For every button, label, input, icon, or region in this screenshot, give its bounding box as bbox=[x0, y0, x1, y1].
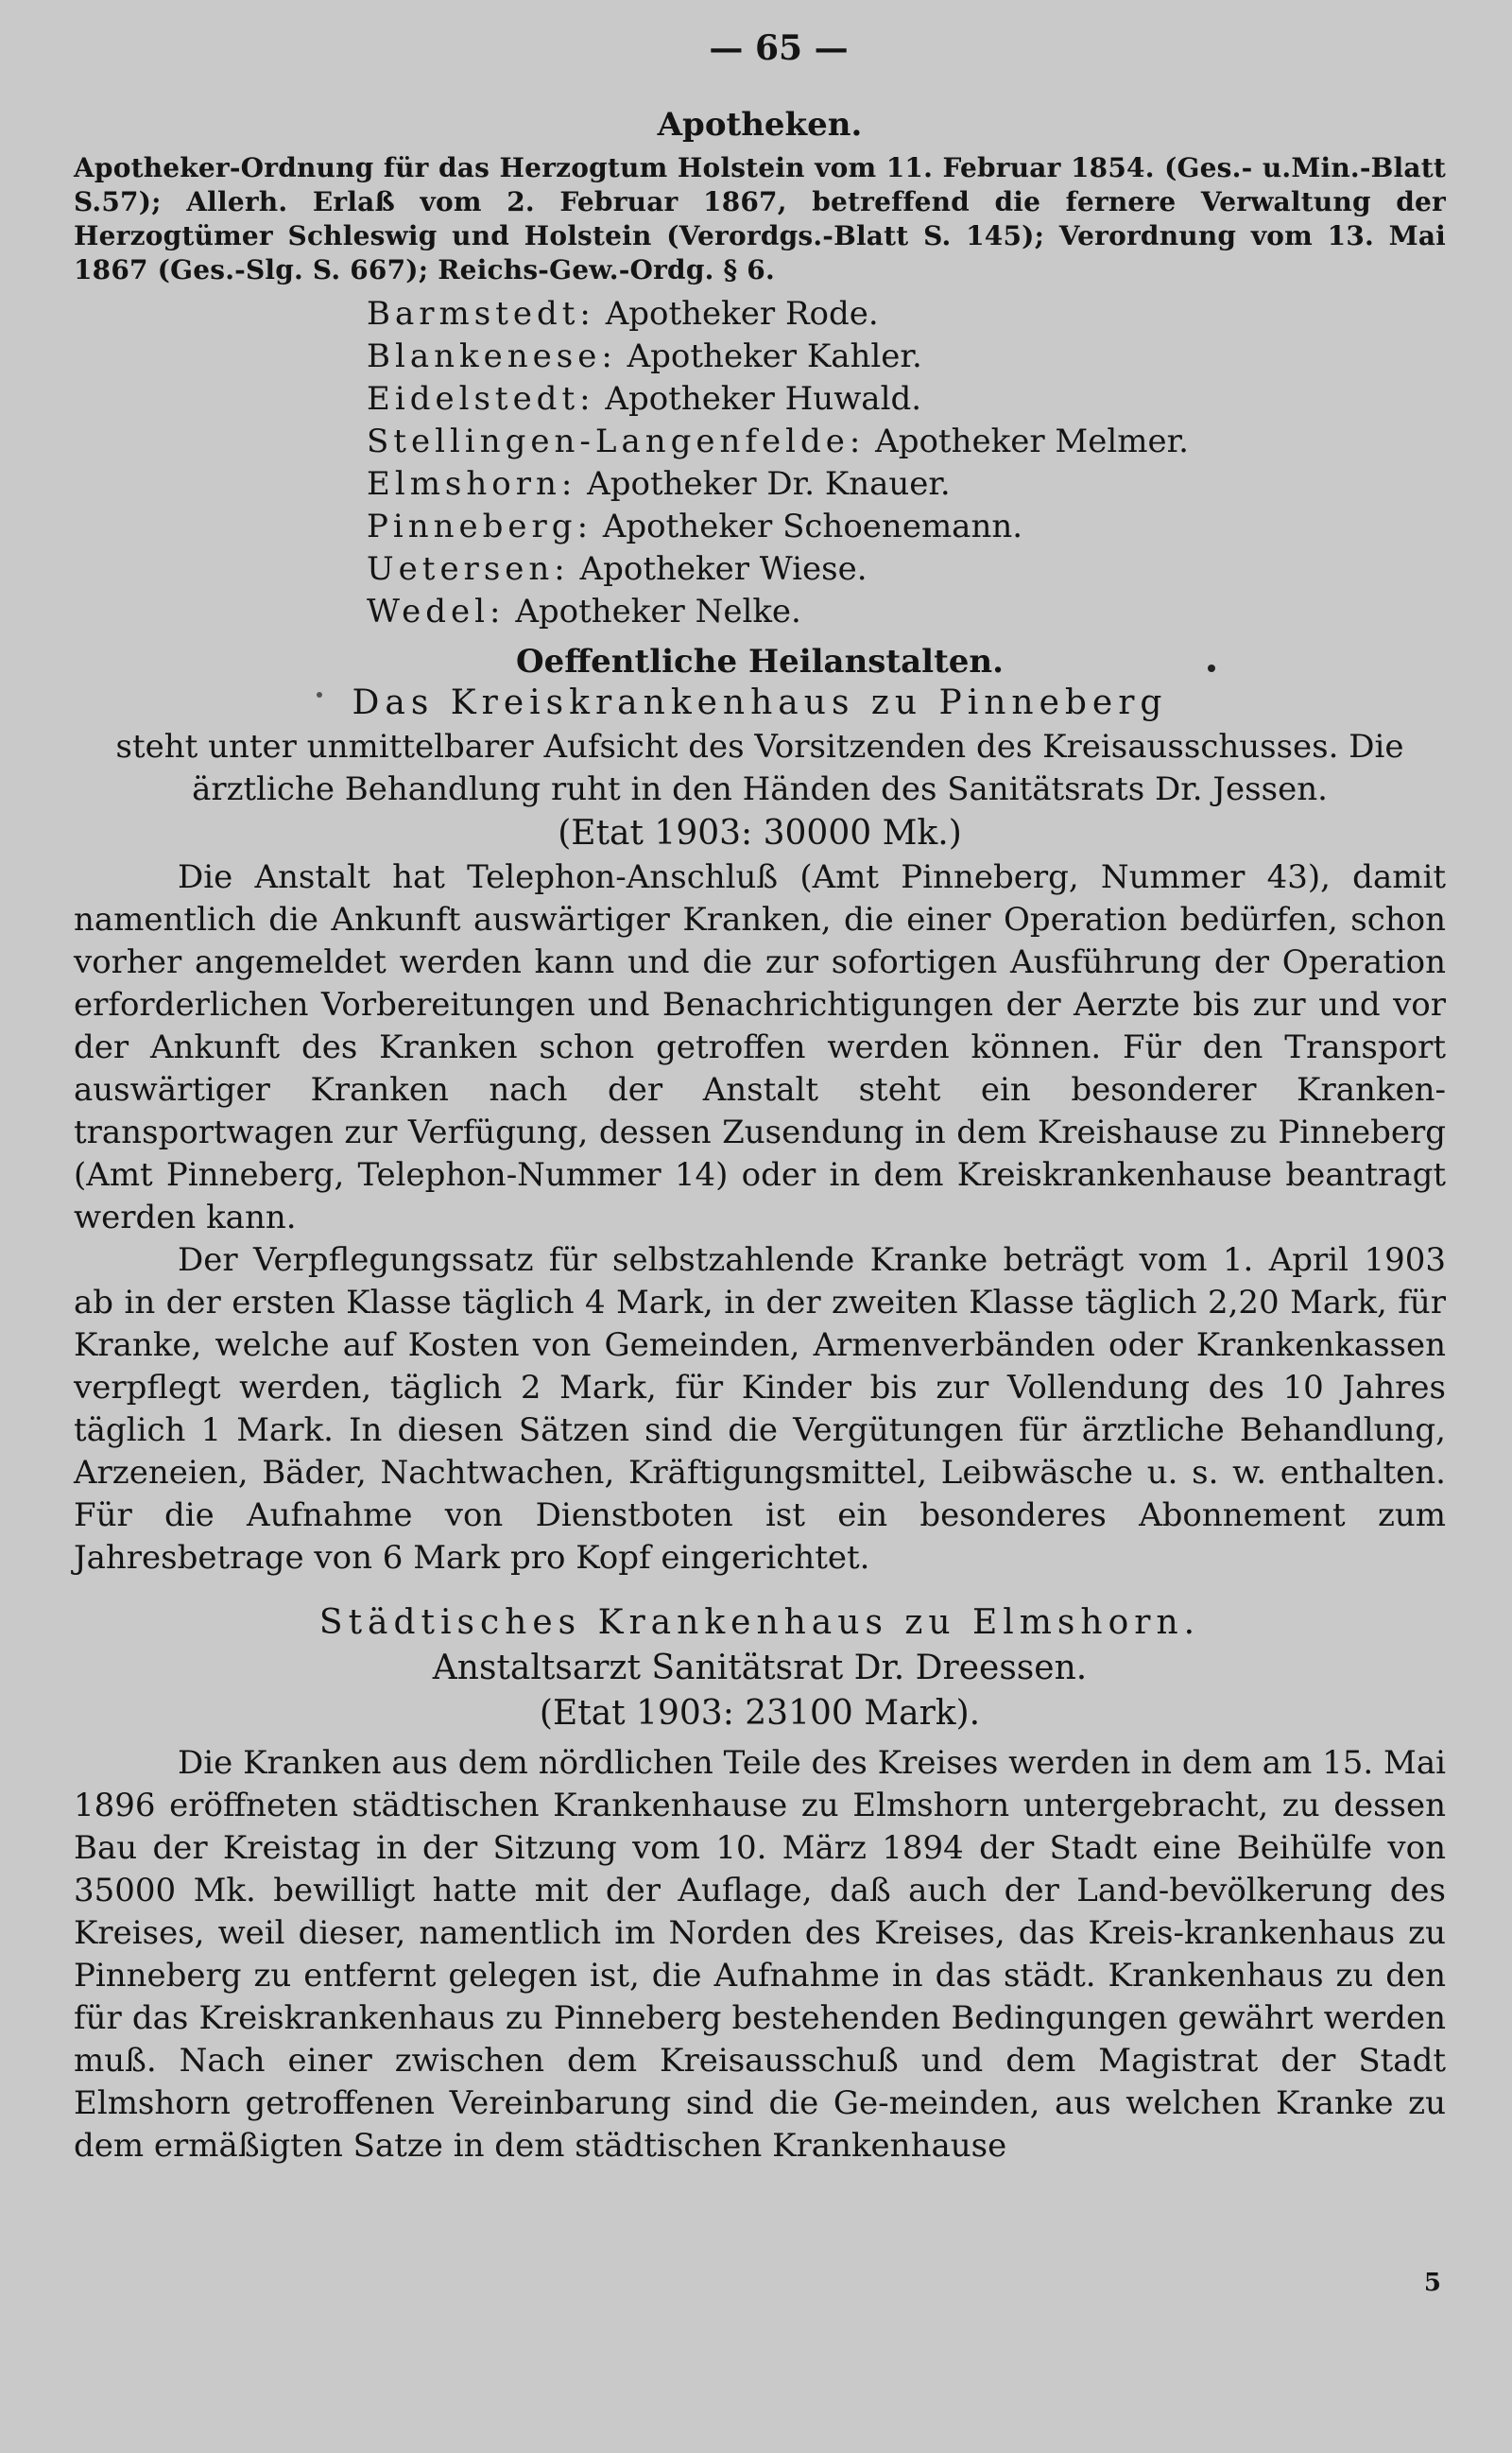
elmshorn-etat: (Etat 1903: 23100 Mark). bbox=[539, 1694, 981, 1733]
signature-mark: 5 bbox=[1423, 2269, 1441, 2297]
pharmacy-owner: Apotheker Rode. bbox=[605, 295, 879, 333]
elmshorn-doctor: Anstaltsarzt Sanitätsrat Dr. Dreessen. bbox=[432, 1649, 1088, 1687]
pharmacy-place: Elmshorn: bbox=[367, 465, 577, 503]
elmshorn-title: Städtisches Krankenhaus zu Elmshorn. bbox=[318, 1603, 1201, 1642]
ink-dot bbox=[317, 692, 322, 698]
pharmacy-entry bbox=[367, 548, 1446, 591]
ink-dot bbox=[1208, 665, 1215, 672]
pharmacy-owner: Apotheker Wiese. bbox=[579, 550, 868, 588]
page-number: — 65 — bbox=[709, 28, 849, 68]
kreiskrankenhaus-intro: steht unter unmittelbarer Aufsicht des Vorsitzenden des Kreisausschusses. Die ärztliche Behandlung ruht in den Händen des Sanitätsrats Dr. Jessen. bbox=[115, 728, 1404, 808]
pharmacy-place: Barmstedt: bbox=[367, 295, 595, 333]
pharmacy-entry bbox=[367, 506, 1446, 548]
pharmacy-entry bbox=[367, 591, 1446, 633]
pharmacy-place: Uetersen: bbox=[367, 550, 570, 588]
pharmacy-place: Pinneberg: bbox=[367, 508, 593, 545]
pharmacy-owner: Apotheker Dr. Knauer. bbox=[587, 465, 951, 503]
pharmacy-entry bbox=[367, 463, 1446, 506]
kreiskrankenhaus-etat: (Etat 1903: 30000 Mk.) bbox=[558, 814, 962, 853]
section-heading-heilanstalten: Oeffentliche Heilanstalten. bbox=[516, 643, 1004, 681]
pharmacy-entry bbox=[367, 336, 1446, 378]
pharmacy-entry bbox=[367, 421, 1446, 463]
section-heading-apotheken: Apotheken. bbox=[657, 106, 863, 144]
elmshorn-paragraph: Die Kranken aus dem nördlichen Teile des Kreises werden in dem am 15. Mai 1896 eröffneten städtischen Krankenhause zu Elmshorn untergebracht, zu dessen Bau der Kreistag in der Sitzung vom 10. März 1894 der Stadt eine Beihülfe von 35000 Mk. bewilligt hatte mit der Auflage, daß auch der Land-bevölkerung des Kreises, weil dieser, namentlich im Norden des Kreises, das Kreis-krankenhaus zu Pinneberg zu entfernt gelegen ist, die Aufnahme in das städt. Krankenhaus zu den für das Kreiskrankenhaus zu Pinneberg bestehenden Bedingungen gewährt werden muß. Nach einer zwischen dem Kreisausschuß und dem Magistrat der Stadt Elmshorn getroffenen Vereinbarung sind die Ge-meinden, aus welchen Kranke zu dem ermäßigten Satze in dem städtischen Krankenhause bbox=[74, 1744, 1446, 2165]
pharmacy-entry bbox=[367, 378, 1446, 421]
legal-references: Apotheker-Ordnung für das Herzogtum Holstein vom 11. Februar 1854. (Ges.- u.Min.-Blatt S.57); Allerh. Erlaß vom 2. Februar 1867, betreffend die fernere Verwaltung der Herzogtümer Schleswig und Holstein (Verordgs.-Blatt S. 145); Verordnung vom 13. Mai 1867 (Ges.-Slg. S. 667); Reichs-Gew.-Ordg. § 6. bbox=[74, 152, 1446, 285]
pharmacy-owner: Apotheker Kahler. bbox=[627, 337, 922, 375]
pharmacy-list bbox=[367, 293, 1446, 633]
section-heilanstalten bbox=[74, 643, 1446, 2168]
pharmacy-place: Eidelstedt: bbox=[367, 380, 595, 418]
kreiskrankenhaus-title: Das Kreiskrankenhaus zu Pinneberg bbox=[352, 683, 1168, 722]
pharmacy-owner: Apotheker Huwald. bbox=[605, 380, 922, 418]
kreiskrankenhaus-paragraph-2: Der Verpflegungssatz für selbstzahlende Kranke beträgt vom 1. April 1903 ab in der ersten Klasse täglich 4 Mark, in der zweiten Klasse täglich 2,20 Mark, für Kranke, welche auf Kosten von Gemeinden, Armenverbänden oder Krankenkassen verpflegt werden, täglich 2 Mark, für Kinder bis zur Vollendung des 10 Jahres täglich 1 Mark. In diesen Sätzen sind die Vergütungen für ärztliche Behandlung, Arzeneien, Bäder, Nachtwachen, Kräftigungsmittel, Leibwäsche u. s. w. enthalten. Für die Aufnahme von Dienstboten ist ein besonderes Abonnement zum Jahresbetrage von 6 Mark pro Kopf eingerichtet. bbox=[74, 1241, 1446, 1577]
section-apotheken bbox=[74, 106, 1446, 633]
kreiskrankenhaus-paragraph-1: Die Anstalt hat Telephon-Anschluß (Amt Pinneberg, Nummer 43), damit namentlich die Ankunft auswärtiger Kranken, die einer Operation bedürfen, schon vorher angemeldet werden kann und die zur sofortigen Ausführung der Operation erforderlichen Vorbereitungen und Benachrichtigungen der Aerzte bis zur und vor der Ankunft des Kranken schon getroffen werden können. Für den Transport auswärtiger Kranken nach der Anstalt steht ein besonderer Kranken-transportwagen zur Verfügung, dessen Zusendung in dem Kreishause zu Pinneberg (Amt Pinneberg, Telephon-Nummer 14) oder in dem Kreiskrankenhause beantragt werden kann. bbox=[74, 858, 1446, 1236]
pharmacy-place: Blankenese: bbox=[367, 337, 617, 375]
pharmacy-owner: Apotheker Schoenemann. bbox=[602, 508, 1023, 545]
pharmacy-place: Stellingen-Langenfelde: bbox=[367, 423, 866, 460]
pharmacy-place: Wedel: bbox=[367, 593, 506, 631]
pharmacy-owner: Apotheker Nelke. bbox=[515, 593, 801, 631]
pharmacy-owner: Apotheker Melmer. bbox=[875, 423, 1189, 460]
pharmacy-entry bbox=[367, 293, 1446, 336]
